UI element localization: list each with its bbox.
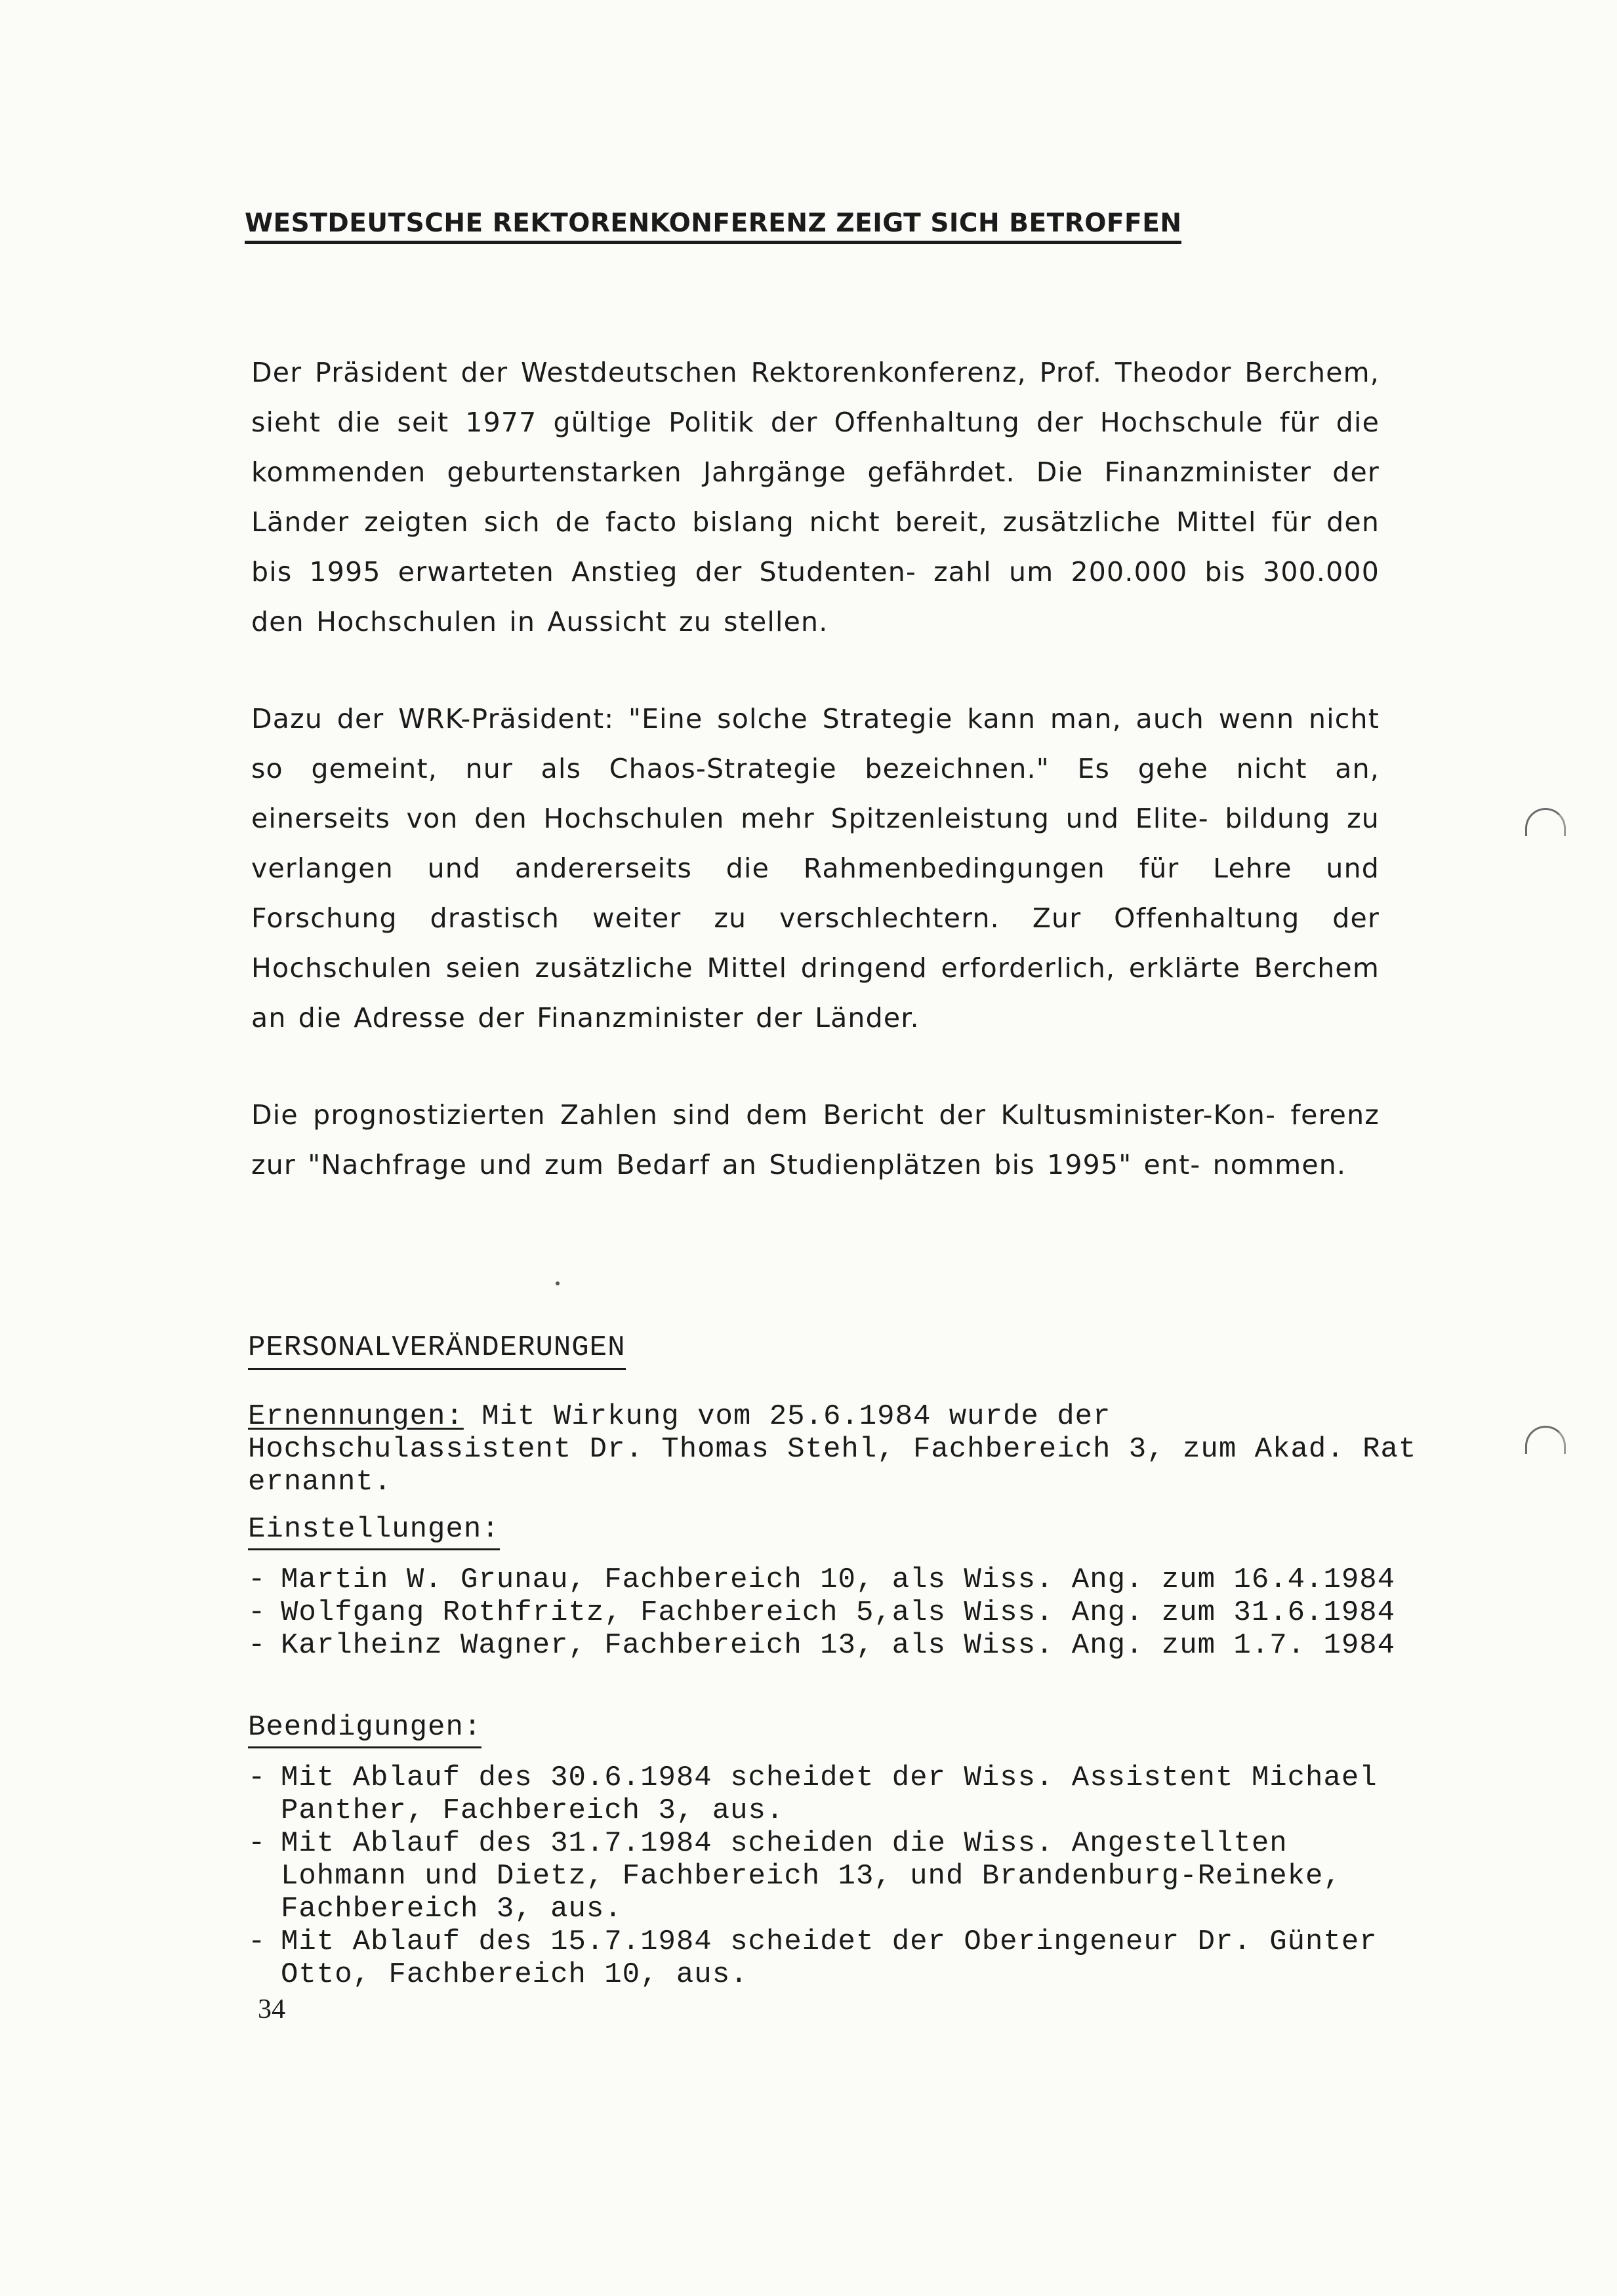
ink-speck [556,1281,560,1285]
personal-section-title: PERSONALVERÄNDERUNGEN [248,1331,626,1370]
beendigungen-list [248,1762,1429,1991]
einstellungen-label: Einstellungen: [248,1513,500,1550]
ernennungen-entry [248,1400,1429,1499]
dash-bullet: - [248,1925,266,1958]
dash-bullet: - [248,1762,266,1794]
article-paragraph-3: Die prognostizierten Zahlen sind dem Bericht der Kultusminister-Kon- ferenz zur "Nachfrage und zum Bedarf an Studienplätzen bis 1995" ent- nommen. [251,1099,1380,1180]
punch-hole-mark [1525,1426,1566,1454]
article-paragraph-2: Dazu der WRK-Präsident: "Eine solche Strategie kann man, auch wenn nicht so gemeint, nur als Chaos-Strategie bezeichnen." Es gehe nicht an, einerseits von den Hochschulen mehr Spitzenleistung und Elite- bildung zu verlangen und andererseits die Rahmenbedingungen für Lehre und Forschung drastisch weiter zu verschlechtern. Zur Offenhaltung der Hochschulen seien zusätzliche Mittel dringend erforderlich, erklärte Berchem an die Adresse der Finanzminister der Länder. [251,703,1380,1034]
dash-bullet: - [248,1629,266,1662]
list-item-text: Mit Ablauf des 15.7.1984 scheidet der Oberingeneur Dr. Günter Otto, Fachbereich 10, aus. [281,1925,1378,1991]
article-heading: WESTDEUTSCHE REKTORENKONFERENZ ZEIGT SICH BETROFFEN [245,209,1181,244]
list-item [248,1596,1429,1629]
dash-bullet: - [248,1596,266,1629]
ernennungen-label: Ernennungen: [248,1400,464,1433]
dash-bullet: - [248,1563,266,1596]
article-paragraph-1: Der Präsident der Westdeutschen Rektorenkonferenz, Prof. Theodor Berchem, sieht die seit 1977 gültige Politik der Offenhaltung der Hochschule für die kommenden geburtenstarken Jahrgänge gefährdet. Die Finanzminister der Länder zeigten sich de facto bislang nicht bereit, zusätzliche Mittel für den bis 1995 erwarteten Anstieg der Studenten- zahl um 200.000 bis 300.000 den Hochschulen in Aussicht zu stellen. [251,357,1380,637]
dash-bullet: - [248,1827,266,1860]
list-item [248,1827,1429,1925]
list-item-text: Mit Ablauf des 30.6.1984 scheidet der Wiss. Assistent Michael Panther, Fachbereich 3, aus. [281,1762,1378,1827]
einstellungen-list [248,1563,1429,1662]
beendigungen-label: Beendigungen: [248,1711,481,1748]
list-item [248,1925,1429,1991]
page-number: 34 [258,1994,285,2024]
list-item [248,1629,1429,1662]
ernennungen-text: Mit Wirkung vom 25.6.1984 wurde der Hochschulassistent Dr. Thomas Stehl, Fachbereich 3, zum Akad. Rat ernannt. [248,1400,1417,1499]
list-item [248,1762,1429,1827]
punch-hole-mark [1525,808,1566,836]
list-item-text: Martin W. Grunau, Fachbereich 10, als Wiss. Ang. zum 16.4.1984 [281,1563,1396,1596]
list-item-text: Mit Ablauf des 31.7.1984 scheiden die Wiss. Angestellten Lohmann und Dietz, Fachbereich 13, und Brandenburg-Reineke, Fachbereich 3, aus. [281,1827,1341,1925]
list-item-text: Karlheinz Wagner, Fachbereich 13, als Wiss. Ang. zum 1.7. 1984 [281,1629,1396,1662]
list-item-text: Wolfgang Rothfritz, Fachbereich 5,als Wiss. Ang. zum 31.6.1984 [281,1596,1396,1629]
list-item [248,1563,1429,1596]
